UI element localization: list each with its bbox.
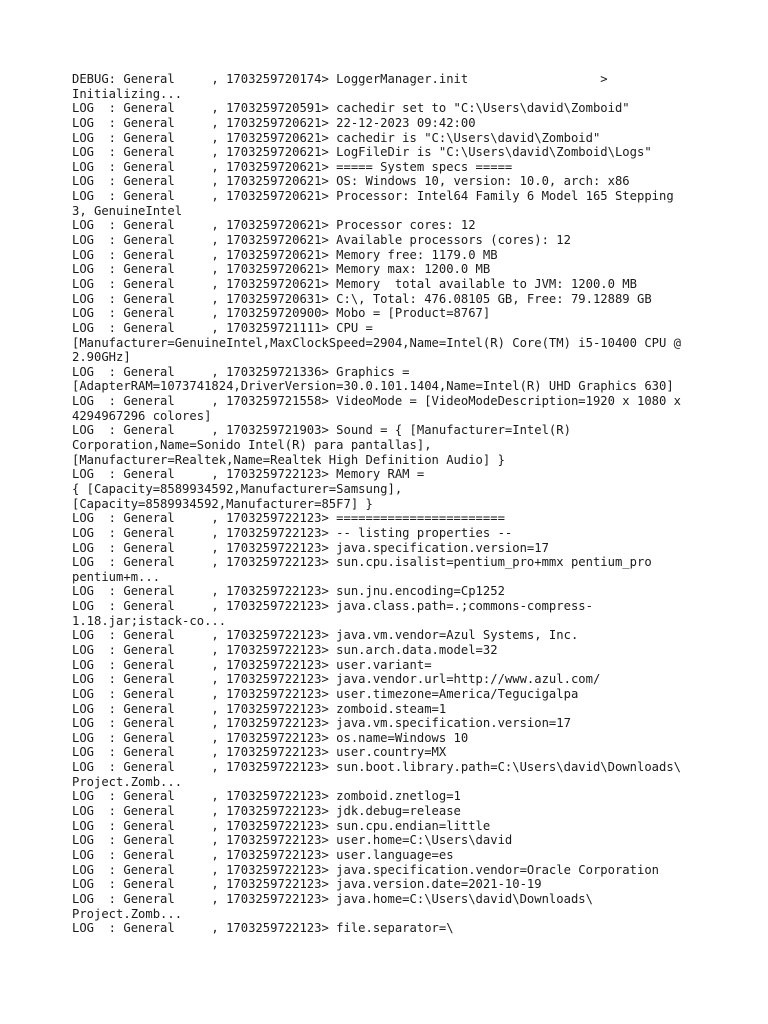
log-line: LOG : General , 1703259720621> Processor: Intel64 Family 6 Model 165 Stepping bbox=[72, 189, 674, 204]
log-line: LOG : General , 1703259722123> sun.cpu.isalist=pentium_pro+mmx pentium_pro bbox=[72, 555, 652, 570]
log-line: LOG : General , 1703259722123> user.timezone=America/Tegucigalpa bbox=[72, 686, 579, 701]
log-line: LOG : General , 1703259722123> java.specification.version=17 bbox=[72, 540, 549, 555]
log-line: 1.18.jar;istack-co... bbox=[72, 613, 227, 628]
log-line: 2.90GHz] bbox=[72, 350, 131, 365]
log-line: LOG : General , 1703259722123> java.vendor.url=http://www.azul.com/ bbox=[72, 672, 601, 687]
log-line: LOG : General , 1703259720621> LogFileDir is "C:\Users\david\Zomboid\Logs" bbox=[72, 145, 652, 160]
log-line: LOG : General , 1703259721903> Sound = { [Manufacturer=Intel(R) bbox=[72, 423, 571, 438]
log-line: LOG : General , 1703259722123> java.class.path=.;commons-compress- bbox=[72, 599, 593, 614]
log-line: LOG : General , 1703259722123> user.home=C:\Users\david bbox=[72, 833, 513, 848]
log-line: LOG : General , 1703259720591> cachedir set to "C:\Users\david\Zomboid" bbox=[72, 101, 630, 116]
log-line: LOG : General , 1703259722123> java.vm.vendor=Azul Systems, Inc. bbox=[72, 628, 579, 643]
log-line: LOG : General , 1703259720621> cachedir is "C:\Users\david\Zomboid" bbox=[72, 130, 601, 145]
log-line: [Manufacturer=GenuineIntel,MaxClockSpeed=2904,Name=Intel(R) Core(TM) i5-10400 CPU @ bbox=[72, 335, 682, 350]
log-line: LOG : General , 1703259720900> Mobo = [Product=8767] bbox=[72, 306, 491, 321]
log-line: 4294967296 colores] bbox=[72, 408, 212, 423]
log-line: LOG : General , 1703259720621> Memory max: 1200.0 MB bbox=[72, 262, 491, 277]
log-line: LOG : General , 1703259722123> Memory RAM = bbox=[72, 467, 425, 482]
log-line: LOG : General , 1703259721336> Graphics = bbox=[72, 364, 410, 379]
log-line: LOG : General , 1703259720621> OS: Windows 10, version: 10.0, arch: x86 bbox=[72, 174, 630, 189]
log-line: LOG : General , 1703259722123> os.name=Windows 10 bbox=[72, 730, 469, 745]
log-line: LOG : General , 1703259722123> -- listing properties -- bbox=[72, 525, 513, 540]
log-line: LOG : General , 1703259722123> user.language=es bbox=[72, 847, 454, 862]
log-line: LOG : General , 1703259722123> java.specification.vendor=Oracle Corporation bbox=[72, 862, 659, 877]
log-line: LOG : General , 1703259720631> C:\, Total: 476.08105 GB, Free: 79.12889 GB bbox=[72, 291, 652, 306]
log-line: Project.Zomb... bbox=[72, 906, 183, 921]
log-line: DEBUG: General , 1703259720174> LoggerManager.init > bbox=[72, 72, 608, 86]
log-line: LOG : General , 1703259722123> ======================= bbox=[72, 511, 505, 526]
log-line: LOG : General , 1703259722123> zomboid.znetlog=1 bbox=[72, 789, 461, 804]
log-line: LOG : General , 1703259722123> user.variant= bbox=[72, 657, 432, 672]
log-line: LOG : General , 1703259720621> Processor cores: 12 bbox=[72, 218, 476, 233]
log-page bbox=[72, 72, 712, 936]
log-line: Project.Zomb... bbox=[72, 774, 183, 789]
log-line: LOG : General , 1703259722123> sun.cpu.endian=little bbox=[72, 818, 491, 833]
log-line: LOG : General , 1703259722123> user.country=MX bbox=[72, 745, 447, 760]
log-line: LOG : General , 1703259722123> sun.arch.data.model=32 bbox=[72, 642, 498, 657]
log-line: 3, GenuineIntel bbox=[72, 203, 183, 218]
log-line: LOG : General , 1703259722123> file.separator=\ bbox=[72, 921, 454, 936]
log-line: LOG : General , 1703259722123> java.home=C:\Users\david\Downloads\ bbox=[72, 891, 593, 906]
log-line: LOG : General , 1703259722123> jdk.debug=release bbox=[72, 804, 461, 819]
log-body bbox=[72, 72, 712, 936]
log-line: [AdapterRAM=1073741824,DriverVersion=30.0.101.1404,Name=Intel(R) UHD Graphics 630] bbox=[72, 379, 674, 394]
log-line: LOG : General , 1703259720621> Memory free: 1179.0 MB bbox=[72, 247, 498, 262]
log-line: LOG : General , 1703259722123> java.version.date=2021-10-19 bbox=[72, 877, 542, 892]
log-line: LOG : General , 1703259722123> sun.boot.library.path=C:\Users\david\Downloads\ bbox=[72, 760, 682, 775]
log-line: Initializing... bbox=[72, 86, 183, 101]
log-line: pentium+m... bbox=[72, 569, 161, 584]
log-line: LOG : General , 1703259722123> zomboid.steam=1 bbox=[72, 701, 447, 716]
log-line: [Manufacturer=Realtek,Name=Realtek High Definition Audio] } bbox=[72, 452, 505, 467]
log-line: [Capacity=8589934592,Manufacturer=85F7] } bbox=[72, 496, 373, 511]
log-line: LOG : General , 1703259721558> VideoMode = [VideoModeDescription=1920 x 1080 x bbox=[72, 394, 682, 409]
log-line: LOG : General , 1703259721111> CPU = bbox=[72, 320, 373, 335]
log-line: LOG : General , 1703259720621> Memory total available to JVM: 1200.0 MB bbox=[72, 276, 637, 291]
log-line: LOG : General , 1703259720621> 22-12-2023 09:42:00 bbox=[72, 115, 476, 130]
log-line: LOG : General , 1703259720621> ===== System specs ===== bbox=[72, 159, 513, 174]
log-line: LOG : General , 1703259720621> Available processors (cores): 12 bbox=[72, 233, 571, 248]
log-line: Corporation,Name=Sonido Intel(R) para pantallas], bbox=[72, 438, 432, 453]
log-line: LOG : General , 1703259722123> java.vm.specification.version=17 bbox=[72, 716, 571, 731]
log-line: { [Capacity=8589934592,Manufacturer=Samsung], bbox=[72, 481, 403, 496]
log-line: LOG : General , 1703259722123> sun.jnu.encoding=Cp1252 bbox=[72, 584, 505, 599]
